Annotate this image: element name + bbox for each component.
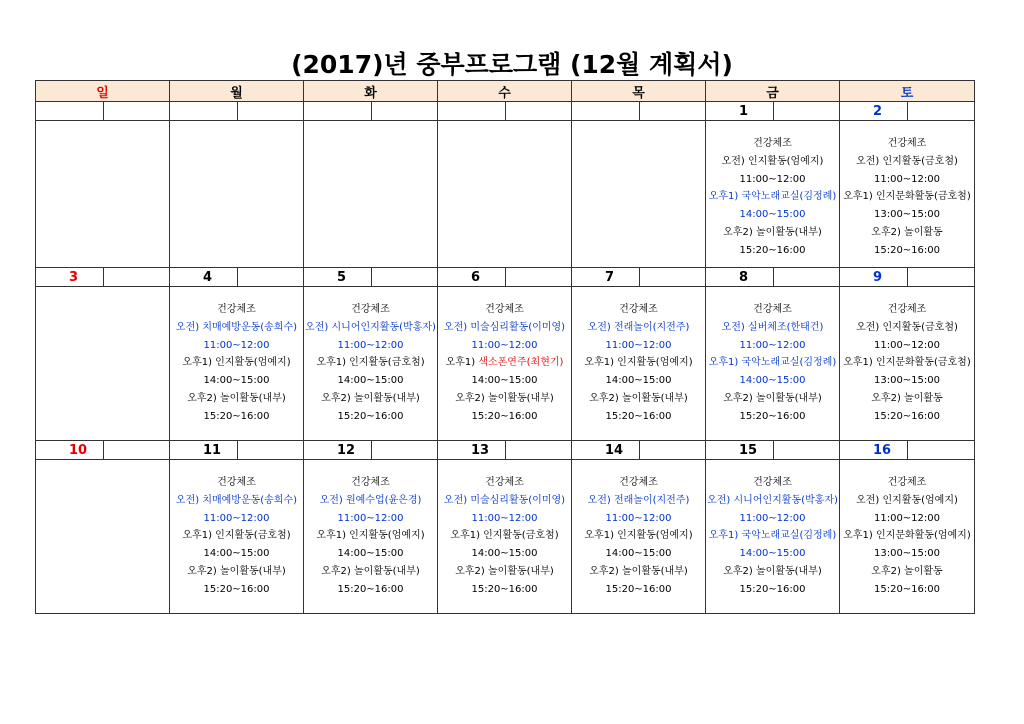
schedule-line: 13:00~15:00 (873, 375, 940, 387)
schedule-line: 오전) 치매예방운동(송희수) (175, 494, 298, 506)
schedule-line: 오후1) 국악노래교실(김정례) (708, 530, 837, 542)
schedule-line: 오후2) 놀이활동(내부) (723, 565, 822, 577)
schedule-line: 오전) 시니어인지활동(박홍자) (707, 494, 838, 506)
day-schedule-cell (36, 460, 170, 614)
date-note-cell (908, 441, 975, 460)
date-number: 8 (706, 268, 774, 287)
schedule-line: 오전) 미술심리활동(이미영) (443, 494, 566, 506)
date-note-cell (506, 268, 572, 287)
schedule-line: 14:00~15:00 (605, 548, 672, 560)
date-row (36, 102, 975, 121)
date-note-cell (908, 268, 975, 287)
day-schedule-cell (170, 121, 304, 268)
schedule-line: 11:00~12:00 (471, 512, 538, 524)
date-number: 6 (438, 268, 506, 287)
schedule-list (304, 287, 437, 426)
date-number: 5 (304, 268, 372, 287)
schedule-line: 건강체조 (753, 477, 792, 488)
schedule-line: 오전) 인지활동(엄예지) (721, 155, 824, 167)
schedule-list (36, 460, 169, 474)
schedule-line: 오후2) 놀이활동(내부) (187, 565, 286, 577)
schedule-list (572, 460, 705, 599)
schedule-line: 건강체조 (485, 477, 524, 488)
date-note-cell (506, 441, 572, 460)
calendar-table (35, 80, 975, 614)
schedule-list (438, 121, 571, 135)
date-number: 11 (170, 441, 238, 460)
schedule-list (572, 121, 705, 135)
day-schedule-cell (572, 121, 706, 268)
schedule-line: 건강체조 (887, 304, 927, 315)
date-note-cell (774, 441, 840, 460)
schedule-line: 13:00~15:00 (873, 548, 940, 560)
day-schedule-cell (304, 460, 438, 614)
day-schedule-cell (706, 287, 840, 441)
date-number (170, 102, 238, 121)
day-schedule-cell (840, 121, 975, 268)
schedule-line: 13:00~15:00 (873, 209, 940, 221)
date-number (572, 102, 640, 121)
schedule-line: 15:20~16:00 (873, 583, 940, 595)
schedule-list (438, 460, 571, 599)
weekday-header: 수 (438, 81, 572, 102)
date-note-cell (640, 102, 706, 121)
schedule-list (706, 460, 839, 599)
schedule-line: 오후2) 놀이활동 (871, 392, 943, 404)
schedule-line: 오후2) 놀이활동(내부) (589, 392, 688, 404)
schedule-line: 14:00~15:00 (471, 548, 538, 560)
schedule-list (36, 287, 169, 301)
schedule-list (840, 287, 974, 426)
schedule-line: 오후1) 국악노래교실(김정례) (708, 357, 837, 369)
weekday-header: 금 (706, 81, 840, 102)
date-number: 9 (840, 268, 908, 287)
schedule-line: 오후2) 놀이활동(내부) (321, 392, 420, 404)
schedule-line: 11:00~12:00 (873, 173, 940, 185)
schedule-line: 15:20~16:00 (739, 410, 806, 422)
schedule-line: 오후1) 인지활동(엄예지) (584, 530, 693, 542)
schedule-line: 15:20~16:00 (203, 583, 270, 595)
schedule-line: 오후1) 인지활동(엄예지) (584, 357, 693, 369)
day-schedule-cell (304, 121, 438, 268)
schedule-line: 15:20~16:00 (203, 410, 270, 422)
schedule-line: 오전) 전래놀이(지전주) (587, 321, 690, 333)
date-number: 10 (36, 441, 104, 460)
date-number: 15 (706, 441, 774, 460)
date-note-cell (372, 102, 438, 121)
schedule-list (170, 287, 303, 426)
schedule-line: 건강체조 (753, 138, 792, 149)
schedule-line: 11:00~12:00 (203, 512, 270, 524)
schedule-line: 오후1) 인지활동(금호첨) (450, 530, 559, 542)
schedule-line: 오후2) 놀이활동(내부) (723, 392, 822, 404)
date-note-cell (908, 102, 975, 121)
date-number: 12 (304, 441, 372, 460)
schedule-line: 건강체조 (619, 477, 658, 488)
schedule-line: 15:20~16:00 (471, 583, 538, 595)
schedule-line: 건강체조 (619, 304, 658, 315)
schedule-line: 오후2) 놀이활동(내부) (589, 565, 688, 577)
schedule-line: 14:00~15:00 (337, 375, 404, 387)
page-title: (2017)년 중부프로그램 (12월 계획서) (291, 50, 733, 79)
schedule-line: 14:00~15:00 (605, 375, 672, 387)
date-number: 14 (572, 441, 640, 460)
schedule-line: 14:00~15:00 (337, 548, 404, 560)
schedule-line: 오후1) 인지활동(금호첨) (316, 357, 425, 369)
date-number: 16 (840, 441, 908, 460)
date-number (438, 102, 506, 121)
schedule-line: 14:00~15:00 (739, 209, 806, 221)
schedule-line (438, 354, 571, 372)
date-note-cell (774, 268, 840, 287)
schedule-line: 11:00~12:00 (337, 512, 404, 524)
schedule-line: 11:00~12:00 (739, 512, 806, 524)
date-note-cell (238, 441, 304, 460)
schedule-line: 건강체조 (217, 304, 256, 315)
schedule-line: 건강체조 (753, 304, 792, 315)
schedule-row (36, 121, 975, 268)
schedule-line: 오후2) 놀이활동 (871, 226, 943, 238)
schedule-line: 오후1) 인지문화활동(금호첨) (843, 191, 971, 203)
schedule-list (840, 121, 974, 260)
schedule-line: 건강체조 (351, 477, 390, 488)
date-note-cell (238, 268, 304, 287)
schedule-line: 15:20~16:00 (739, 583, 806, 595)
schedule-list (36, 121, 169, 135)
date-number (304, 102, 372, 121)
schedule-row (36, 460, 975, 614)
schedule-line: 11:00~12:00 (605, 339, 672, 351)
day-schedule-cell (706, 121, 840, 268)
date-note-cell (104, 441, 170, 460)
day-schedule-cell (438, 121, 572, 268)
schedule-line: 14:00~15:00 (471, 375, 538, 387)
schedule-line: 건강체조 (887, 477, 927, 488)
schedule-line: 오후1) 국악노래교실(김정례) (708, 191, 837, 203)
schedule-line: 오전) 전래놀이(지전주) (587, 494, 690, 506)
schedule-line: 오후1) 인지문화활동(금호첨) (843, 357, 971, 369)
schedule-list (572, 287, 705, 426)
schedule-line: 오후2) 놀이활동 (871, 565, 943, 577)
schedule-list (840, 460, 974, 599)
day-schedule-cell (170, 287, 304, 441)
schedule-line: 오후1) 인지활동(엄예지) (182, 357, 291, 369)
schedule-line: 11:00~12:00 (605, 512, 672, 524)
day-schedule-cell (304, 287, 438, 441)
schedule-line: 오전) 인지활동(금호첨) (856, 155, 958, 167)
date-note-cell (238, 102, 304, 121)
schedule-line: 오전) 치매예방운동(송희수) (175, 321, 298, 333)
date-number: 3 (36, 268, 104, 287)
schedule-line: 건강체조 (351, 304, 390, 315)
schedule-line: 11:00~12:00 (203, 339, 270, 351)
date-number: 2 (840, 102, 908, 121)
schedule-list (304, 460, 437, 599)
date-note-cell (104, 102, 170, 121)
schedule-line: 11:00~12:00 (739, 339, 806, 351)
schedule-line: 오후2) 놀이활동(내부) (723, 226, 822, 238)
schedule-list (170, 121, 303, 135)
day-schedule-cell (572, 460, 706, 614)
schedule-line: 14:00~15:00 (203, 548, 270, 560)
schedule-line: 15:20~16:00 (873, 244, 940, 256)
schedule-line: 건강체조 (485, 304, 524, 315)
day-schedule-cell (438, 287, 572, 441)
schedule-line-prefix: 오후1) (445, 357, 479, 369)
date-number (36, 102, 104, 121)
day-schedule-cell (170, 460, 304, 614)
schedule-line: 오후2) 놀이활동(내부) (455, 565, 554, 577)
schedule-row (36, 287, 975, 441)
date-note-cell (372, 441, 438, 460)
day-schedule-cell (572, 287, 706, 441)
schedule-line: 오후1) 인지문화활동(엄예지) (843, 530, 971, 542)
day-schedule-cell (36, 287, 170, 441)
schedule-list (706, 121, 839, 260)
day-schedule-cell (36, 121, 170, 268)
schedule-line-activity: 색소폰연주(최현기) (478, 357, 564, 369)
schedule-line: 오후2) 놀이활동(내부) (321, 565, 420, 577)
schedule-line: 11:00~12:00 (873, 512, 940, 524)
schedule-line: 15:20~16:00 (739, 244, 806, 256)
schedule-line: 오전) 원예수업(윤은경) (319, 494, 422, 506)
schedule-list (170, 460, 303, 599)
schedule-list (706, 287, 839, 426)
date-row (36, 441, 975, 460)
schedule-line: 오후2) 놀이활동(내부) (455, 392, 554, 404)
schedule-line: 14:00~15:00 (203, 375, 270, 387)
date-row (36, 268, 975, 287)
date-number: 4 (170, 268, 238, 287)
weekday-header: 토 (840, 81, 975, 102)
weekday-header: 화 (304, 81, 438, 102)
schedule-line: 15:20~16:00 (471, 410, 538, 422)
schedule-line: 오후1) 인지활동(엄예지) (316, 530, 425, 542)
weekday-header-row (36, 81, 975, 102)
schedule-line: 15:20~16:00 (337, 583, 404, 595)
date-note-cell (640, 268, 706, 287)
schedule-line: 오후1) 인지활동(금호첨) (182, 530, 291, 542)
schedule-line: 오전) 미술심리활동(이미영) (443, 321, 566, 333)
day-schedule-cell (840, 287, 975, 441)
schedule-line: 11:00~12:00 (471, 339, 538, 351)
schedule-line: 오후2) 놀이활동(내부) (187, 392, 286, 404)
schedule-line: 11:00~12:00 (337, 339, 404, 351)
day-schedule-cell (840, 460, 975, 614)
schedule-line: 15:20~16:00 (605, 583, 672, 595)
schedule-line: 오전) 인지활동(엄예지) (856, 494, 958, 506)
schedule-list (438, 287, 571, 426)
schedule-line: 11:00~12:00 (739, 173, 806, 185)
schedule-line: 오전) 실버체조(한태건) (721, 321, 824, 333)
date-number: 13 (438, 441, 506, 460)
weekday-header: 일 (36, 81, 170, 102)
schedule-line: 11:00~12:00 (873, 339, 940, 351)
schedule-line: 오전) 시니어인지활동(박홍자) (305, 321, 436, 333)
day-schedule-cell (438, 460, 572, 614)
schedule-line: 15:20~16:00 (605, 410, 672, 422)
date-note-cell (104, 268, 170, 287)
date-note-cell (640, 441, 706, 460)
day-schedule-cell (706, 460, 840, 614)
schedule-list (304, 121, 437, 135)
date-note-cell (506, 102, 572, 121)
schedule-line: 15:20~16:00 (337, 410, 404, 422)
schedule-line: 14:00~15:00 (739, 548, 806, 560)
schedule-line: 건강체조 (217, 477, 256, 488)
date-note-cell (372, 268, 438, 287)
schedule-line: 14:00~15:00 (739, 375, 806, 387)
date-number: 1 (706, 102, 774, 121)
weekday-header: 월 (170, 81, 304, 102)
weekday-header: 목 (572, 81, 706, 102)
date-number: 7 (572, 268, 640, 287)
schedule-line: 오전) 인지활동(금호첨) (856, 321, 958, 333)
schedule-line: 15:20~16:00 (873, 410, 940, 422)
schedule-line: 건강체조 (887, 138, 927, 149)
date-note-cell (774, 102, 840, 121)
